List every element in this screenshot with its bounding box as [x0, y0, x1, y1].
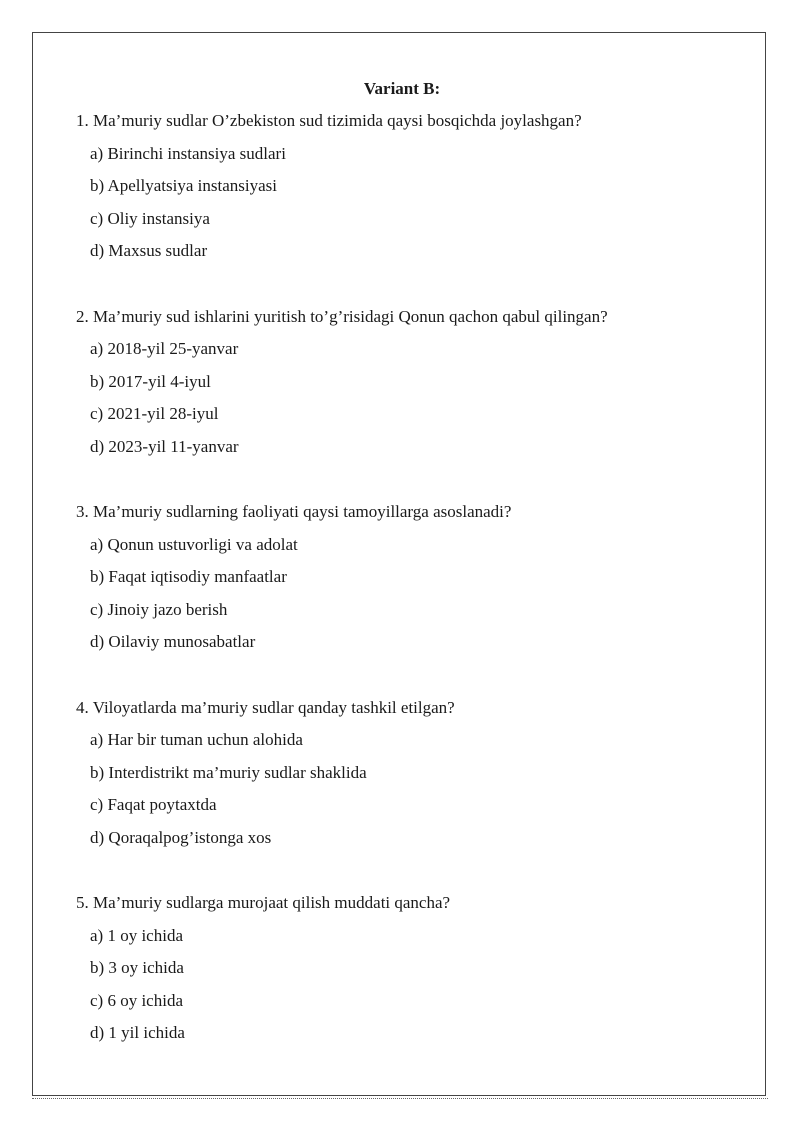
answer-option: a) Qonun ustuvorligi va adolat: [90, 534, 298, 554]
document-body: [76, 73, 736, 1050]
question-text: 3. Ma’muriy sudlarning faoliyati qaysi tamoyillarga asoslanadi?: [76, 502, 512, 521]
question-text: 2. Ma’muriy sud ishlarini yuritish to’g’risidagi Qonun qachon qabul qilingan?: [76, 306, 608, 326]
answer-option: b) Faqat iqtisodiy manfaatlar: [90, 567, 287, 586]
answer-option: a) Birinchi instansiya sudlari: [90, 143, 286, 163]
answer-option: b) Apellyatsiya instansiyasi: [90, 176, 277, 195]
answer-option: c) 6 oy ichida: [90, 990, 183, 1010]
answer-option: b) Interdistrikt ma’muriy sudlar shaklida: [90, 762, 367, 782]
page-title: Variant B:: [363, 79, 441, 98]
answer-option: c) Faqat poytaxtda: [90, 795, 217, 814]
question-5: [76, 887, 736, 1050]
answer-option: d) 2023-yil 11-yanvar: [90, 436, 239, 456]
answer-option: a) 1 oy ichida: [90, 925, 183, 945]
answer-option: c) Oliy instansiya: [90, 208, 210, 228]
answer-option: d) Maxsus sudlar: [90, 241, 208, 260]
question-4: [76, 692, 736, 855]
bottom-dotted-rule: [32, 1098, 768, 1099]
answer-option: d) Qoraqalpog’istonga xos: [90, 827, 272, 847]
question-3: [76, 496, 736, 659]
question-text: 4. Viloyatlarda ma’muriy sudlar qanday tashkil etilgan?: [76, 697, 455, 717]
answer-option: d) 1 yil ichida: [90, 1023, 185, 1042]
answer-option: a) 2018-yil 25-yanvar: [90, 339, 239, 358]
answer-option: b) 2017-yil 4-iyul: [90, 371, 211, 391]
question-2: [76, 301, 736, 464]
answer-option: a) Har bir tuman uchun alohida: [90, 730, 303, 749]
answer-option: b) 3 oy ichida: [90, 958, 184, 977]
question-1: [76, 105, 736, 268]
question-text: 1. Ma’muriy sudlar O’zbekiston sud tizimida qaysi bosqichda joylashgan?: [76, 111, 582, 130]
question-text: 5. Ma’muriy sudlarga murojaat qilish muddati qancha?: [76, 893, 451, 912]
answer-option: c) Jinoiy jazo berish: [90, 599, 228, 619]
answer-option: d) Oilaviy munosabatlar: [90, 632, 256, 651]
answer-option: c) 2021-yil 28-iyul: [90, 404, 219, 423]
